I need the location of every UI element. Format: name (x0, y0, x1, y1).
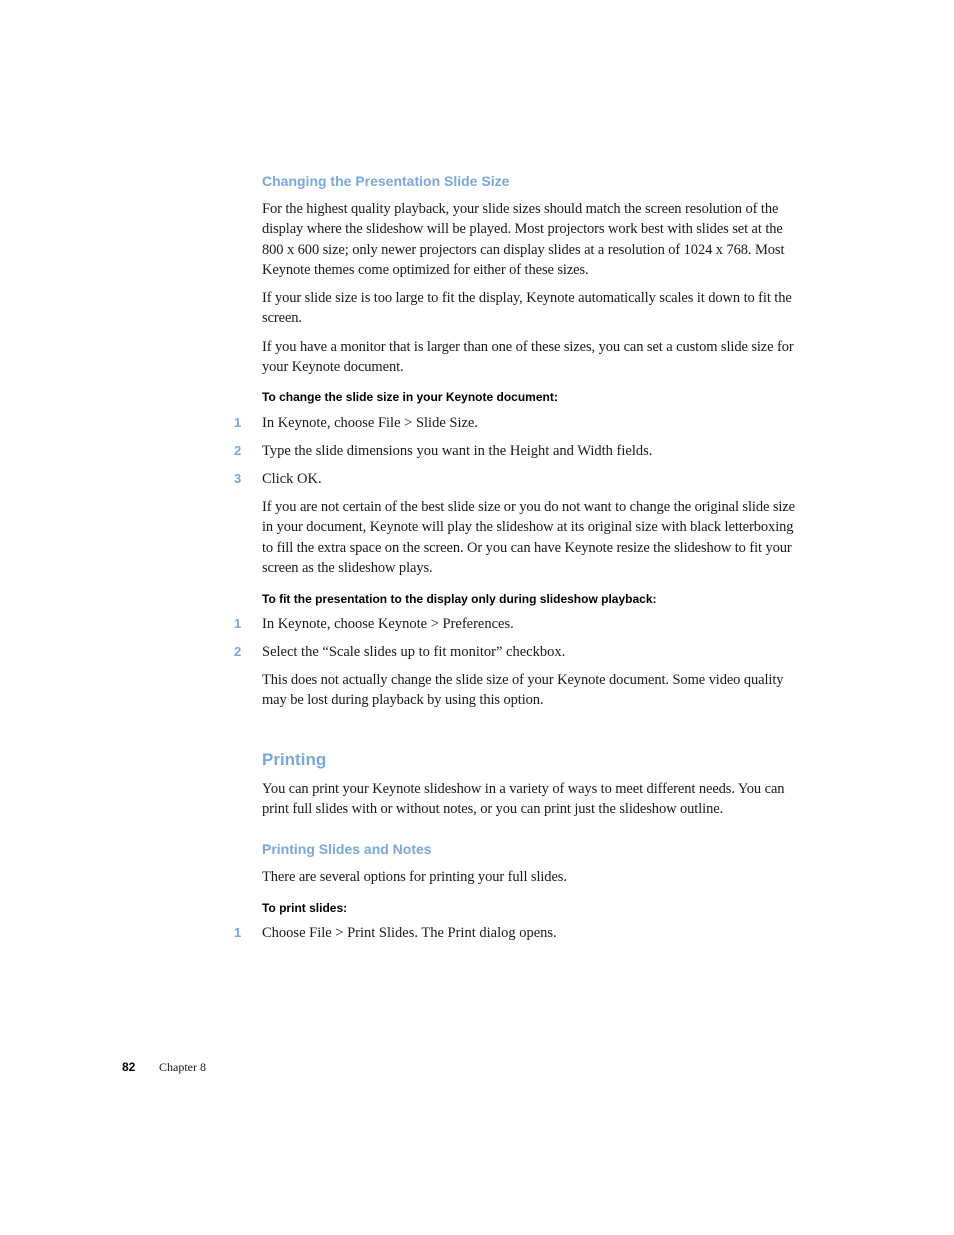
step-text: In Keynote, choose File > Slide Size. (262, 415, 478, 431)
section-heading-slide-size: Changing the Presentation Slide Size (262, 173, 510, 189)
list-item (0, 642, 954, 664)
page-number: 82 (122, 1060, 136, 1074)
step-number: 2 (234, 443, 242, 458)
step-number: 2 (234, 644, 242, 659)
paragraph-custom-size: If you have a monitor that is larger than one of these sizes, you can set a custom slide size for your Keynote document. (262, 339, 794, 376)
paragraph-auto-scale: If your slide size is too large to fit the display, Keynote automatically scales it down to fit the screen. (262, 290, 792, 327)
paragraph-video-quality-note: This does not actually change the slide size of your Keynote document. Some video quality may be lost during playback by using this option. (262, 672, 784, 709)
paragraph-printing-intro: You can print your Keynote slideshow in a variety of ways to meet different needs. You can print full slides with or without notes, or you can print just the slideshow outline. (262, 781, 785, 818)
list-item (0, 614, 954, 636)
chapter-label: Chapter 8 (159, 1060, 206, 1074)
step-number: 1 (234, 415, 242, 430)
section-heading-printing-slides: Printing Slides and Notes (262, 841, 432, 857)
step-number: 1 (234, 925, 242, 940)
list-item (0, 441, 954, 463)
task-heading-change-slide-size: To change the slide size in your Keynote document: (262, 390, 558, 404)
paragraph-playback-quality: For the highest quality playback, your slide sizes should match the screen resolution of the display where the slideshow will be played. Most projectors work best with slides set at the 800 x 600 size; only newer projectors can display slides at a resolution of 1024 x 768. Most Keynote themes come optimized for either of these sizes. (262, 201, 785, 278)
paragraph-letterboxing-note: If you are not certain of the best slide size or you do not want to change the original slide size in your document, Keynote will play the slideshow at its original size with black letterboxing to fill the extra space on the screen. Or you can have Keynote resize the slideshow to fit your screen as the slideshow plays. (262, 499, 795, 576)
step-text: In Keynote, choose Keynote > Preferences. (262, 616, 514, 632)
list-item (0, 469, 954, 491)
step-number: 1 (234, 616, 242, 631)
step-text: Choose File > Print Slides. The Print dialog opens. (262, 925, 557, 941)
list-item (0, 413, 954, 435)
step-text: Click OK. (262, 471, 322, 487)
section-heading-printing: Printing (262, 750, 327, 769)
step-text: Type the slide dimensions you want in the Height and Width fields. (262, 443, 653, 459)
list-item (0, 923, 954, 945)
step-text: Select the “Scale slides up to fit monitor” checkbox. (262, 644, 566, 660)
task-heading-fit-display: To fit the presentation to the display only during slideshow playback: (262, 592, 657, 606)
paragraph-printing-options: There are several options for printing your full slides. (262, 869, 567, 885)
task-heading-print-slides: To print slides: (262, 901, 348, 915)
step-number: 3 (234, 471, 242, 486)
